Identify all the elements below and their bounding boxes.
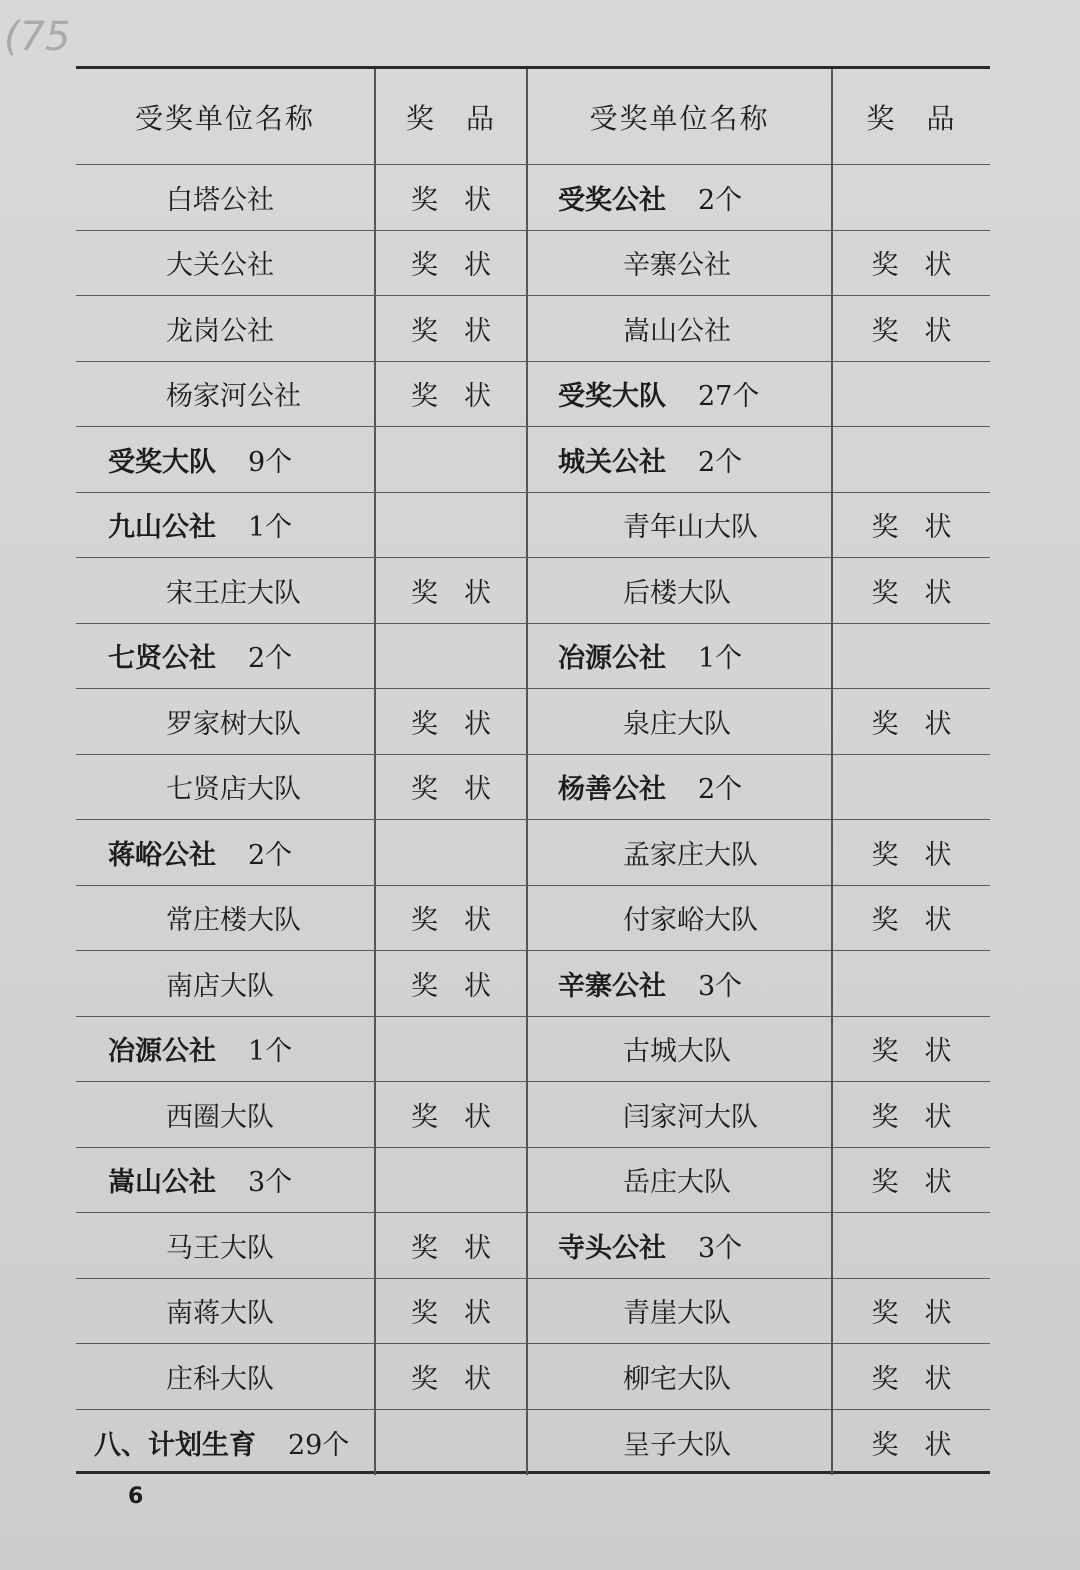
- unit-name: 辛寨公社: [558, 970, 666, 1002]
- right-award-cell: [833, 755, 990, 821]
- left-unit-name-cell: [76, 951, 376, 1017]
- left-unit-name-cell: [76, 1017, 376, 1083]
- unit-name: 庄科大队: [166, 1363, 274, 1395]
- right-unit-name-cell: [528, 296, 833, 362]
- left-award-cell: [376, 1410, 528, 1476]
- unit-name: 孟家庄大队: [623, 839, 758, 871]
- unit-name: 冶源公社: [108, 1036, 216, 1068]
- left-unit-name-cell: [76, 362, 376, 428]
- unit-count: 3个: [248, 1167, 293, 1199]
- unit-name: 南店大队: [166, 970, 274, 1002]
- right-award-cell: 奖状: [871, 1429, 978, 1461]
- right-unit-name-cell: [528, 1410, 833, 1476]
- unit-name: 柳宅大队: [623, 1363, 731, 1395]
- left-unit-name-cell: [76, 165, 376, 231]
- unit-name: 大关公社: [166, 250, 274, 282]
- unit-name: 嵩山公社: [623, 315, 731, 347]
- right-award-cell: 奖状: [833, 886, 990, 952]
- right-unit-name-cell: [528, 951, 833, 1017]
- award-table: [76, 66, 990, 1474]
- left-unit-name-cell: [76, 1344, 376, 1410]
- unit-name: 寺头公社: [558, 1232, 666, 1264]
- unit-name: 马王大队: [166, 1232, 274, 1264]
- right-award-cell: [833, 362, 990, 428]
- unit-name: 城关公社: [558, 446, 666, 478]
- left-award-cell: 奖状: [376, 755, 528, 821]
- corner-page-mark: (75: [4, 14, 71, 60]
- left-award-cell: 奖状: [376, 296, 528, 362]
- left-unit-name-cell: [76, 427, 376, 493]
- unit-name: 泉庄大队: [623, 708, 731, 740]
- right-unit-name-cell: [528, 558, 833, 624]
- unit-name: 岳庄大队: [623, 1167, 731, 1199]
- right-award-cell: 奖状: [833, 1279, 990, 1345]
- right-award-cell: 奖状: [833, 1017, 990, 1083]
- right-unit-name-cell: [528, 493, 833, 559]
- unit-name: 七贤公社: [108, 643, 216, 675]
- unit-name: 古城大队: [623, 1036, 731, 1068]
- unit-name: 八、计划生育: [94, 1429, 256, 1461]
- left-unit-name-cell: [76, 1279, 376, 1345]
- unit-name: 杨家河公社: [166, 381, 301, 413]
- right-unit-name-cell: [528, 1344, 833, 1410]
- right-unit-name-cell: [528, 689, 833, 755]
- left-award-cell: [376, 820, 528, 886]
- right-award-cell: [833, 624, 990, 690]
- right-unit-name-cell: [528, 886, 833, 952]
- right-award-cell: [833, 951, 990, 1017]
- unit-name: 青年山大队: [623, 512, 758, 544]
- unit-name: 白塔公社: [166, 184, 274, 216]
- unit-count: 27个: [698, 381, 760, 413]
- right-unit-name-cell: [528, 362, 833, 428]
- unit-name: 嵩山公社: [108, 1167, 216, 1199]
- right-award-cell: 奖状: [833, 558, 990, 624]
- left-award-cell: [376, 493, 528, 559]
- right-unit-name-cell: [528, 755, 833, 821]
- right-award-cell: 奖状: [833, 820, 990, 886]
- left-unit-name-cell: [76, 1213, 376, 1279]
- left-award-cell: 奖状: [376, 689, 528, 755]
- left-unit-name-cell: [76, 1410, 376, 1476]
- left-award-cell: 奖状: [376, 231, 528, 297]
- unit-count: 3个: [698, 970, 743, 1002]
- right-award-cell: 奖状: [833, 1344, 990, 1410]
- header-left-award: 奖 品: [376, 69, 528, 165]
- unit-name: 闫家河大队: [623, 1101, 758, 1133]
- right-unit-name-cell: [528, 1017, 833, 1083]
- right-award-cell: [833, 165, 990, 231]
- unit-name: 受奖大队: [558, 381, 666, 413]
- unit-name: 青崖大队: [623, 1298, 731, 1330]
- unit-name: 杨善公社: [558, 774, 666, 806]
- left-unit-name-cell: [76, 231, 376, 297]
- left-unit-name-cell: [76, 558, 376, 624]
- unit-name: 呈子大队: [623, 1429, 731, 1461]
- unit-name: 后楼大队: [623, 577, 731, 609]
- left-unit-name-cell: [76, 886, 376, 952]
- right-unit-name-cell: [528, 231, 833, 297]
- right-award-cell: 奖状: [833, 689, 990, 755]
- right-award-cell: 奖状: [833, 1082, 990, 1148]
- right-award-cell: 奖状: [833, 493, 990, 559]
- unit-name: 辛寨公社: [623, 250, 731, 282]
- page-number: 6: [128, 1484, 144, 1509]
- left-award-cell: 奖状: [376, 951, 528, 1017]
- unit-count: 2个: [248, 839, 293, 871]
- unit-name: 受奖公社: [558, 184, 666, 216]
- unit-name: 七贤店大队: [166, 774, 301, 806]
- unit-name: 西圈大队: [166, 1101, 274, 1133]
- unit-name: 宋王庄大队: [166, 577, 301, 609]
- right-unit-name-cell: [528, 1082, 833, 1148]
- left-unit-name-cell: [76, 689, 376, 755]
- header-left-name: 受奖单位名称: [76, 69, 376, 165]
- left-award-cell: [376, 1148, 528, 1214]
- right-award-cell: [833, 1213, 990, 1279]
- left-award-cell: [376, 624, 528, 690]
- left-award-cell: [376, 1017, 528, 1083]
- left-award-cell: 奖状: [376, 1082, 528, 1148]
- left-award-cell: 奖状: [376, 165, 528, 231]
- unit-count: 9个: [248, 446, 293, 478]
- right-award-cell: [833, 427, 990, 493]
- header-right-award: 奖 品: [833, 69, 990, 165]
- unit-name: 九山公社: [108, 512, 216, 544]
- left-award-cell: 奖状: [376, 362, 528, 428]
- left-unit-name-cell: [76, 624, 376, 690]
- unit-count: 1个: [248, 512, 293, 544]
- unit-name: 常庄楼大队: [166, 905, 301, 937]
- unit-count: 1个: [698, 643, 743, 675]
- left-unit-name-cell: [76, 296, 376, 362]
- unit-count: 29个: [288, 1429, 350, 1461]
- unit-name: 罗家树大队: [166, 708, 301, 740]
- right-unit-name-cell: [528, 624, 833, 690]
- header-right-name: 受奖单位名称: [528, 69, 833, 165]
- left-award-cell: 奖状: [376, 1344, 528, 1410]
- left-unit-name-cell: [76, 820, 376, 886]
- unit-name: 付家峪大队: [623, 905, 758, 937]
- left-award-cell: 奖状: [376, 886, 528, 952]
- right-award-cell: 奖状: [833, 1148, 990, 1214]
- left-award-cell: 奖状: [376, 1213, 528, 1279]
- unit-name: 南蒋大队: [166, 1298, 274, 1330]
- left-unit-name-cell: [76, 1148, 376, 1214]
- unit-name: 蒋峪公社: [108, 839, 216, 871]
- unit-count: 1个: [248, 1036, 293, 1068]
- right-unit-name-cell: [528, 820, 833, 886]
- right-unit-name-cell: [528, 1279, 833, 1345]
- unit-name: 冶源公社: [558, 643, 666, 675]
- left-unit-name-cell: [76, 493, 376, 559]
- unit-count: 2个: [248, 643, 293, 675]
- left-unit-name-cell: [76, 1082, 376, 1148]
- left-unit-name-cell: [76, 755, 376, 821]
- unit-count: 2个: [698, 774, 743, 806]
- right-award-cell: 奖状: [833, 231, 990, 297]
- unit-name: 受奖大队: [108, 446, 216, 478]
- left-award-cell: [376, 427, 528, 493]
- left-award-cell: 奖状: [376, 1279, 528, 1345]
- right-unit-name-cell: [528, 1148, 833, 1214]
- right-unit-name-cell: [528, 165, 833, 231]
- right-unit-name-cell: [528, 427, 833, 493]
- right-award-cell: 奖状: [833, 296, 990, 362]
- unit-count: 3个: [698, 1232, 743, 1264]
- unit-count: 2个: [698, 184, 743, 216]
- left-award-cell: 奖状: [376, 558, 528, 624]
- unit-count: 2个: [698, 446, 743, 478]
- right-unit-name-cell: [528, 1213, 833, 1279]
- unit-name: 龙岗公社: [166, 315, 274, 347]
